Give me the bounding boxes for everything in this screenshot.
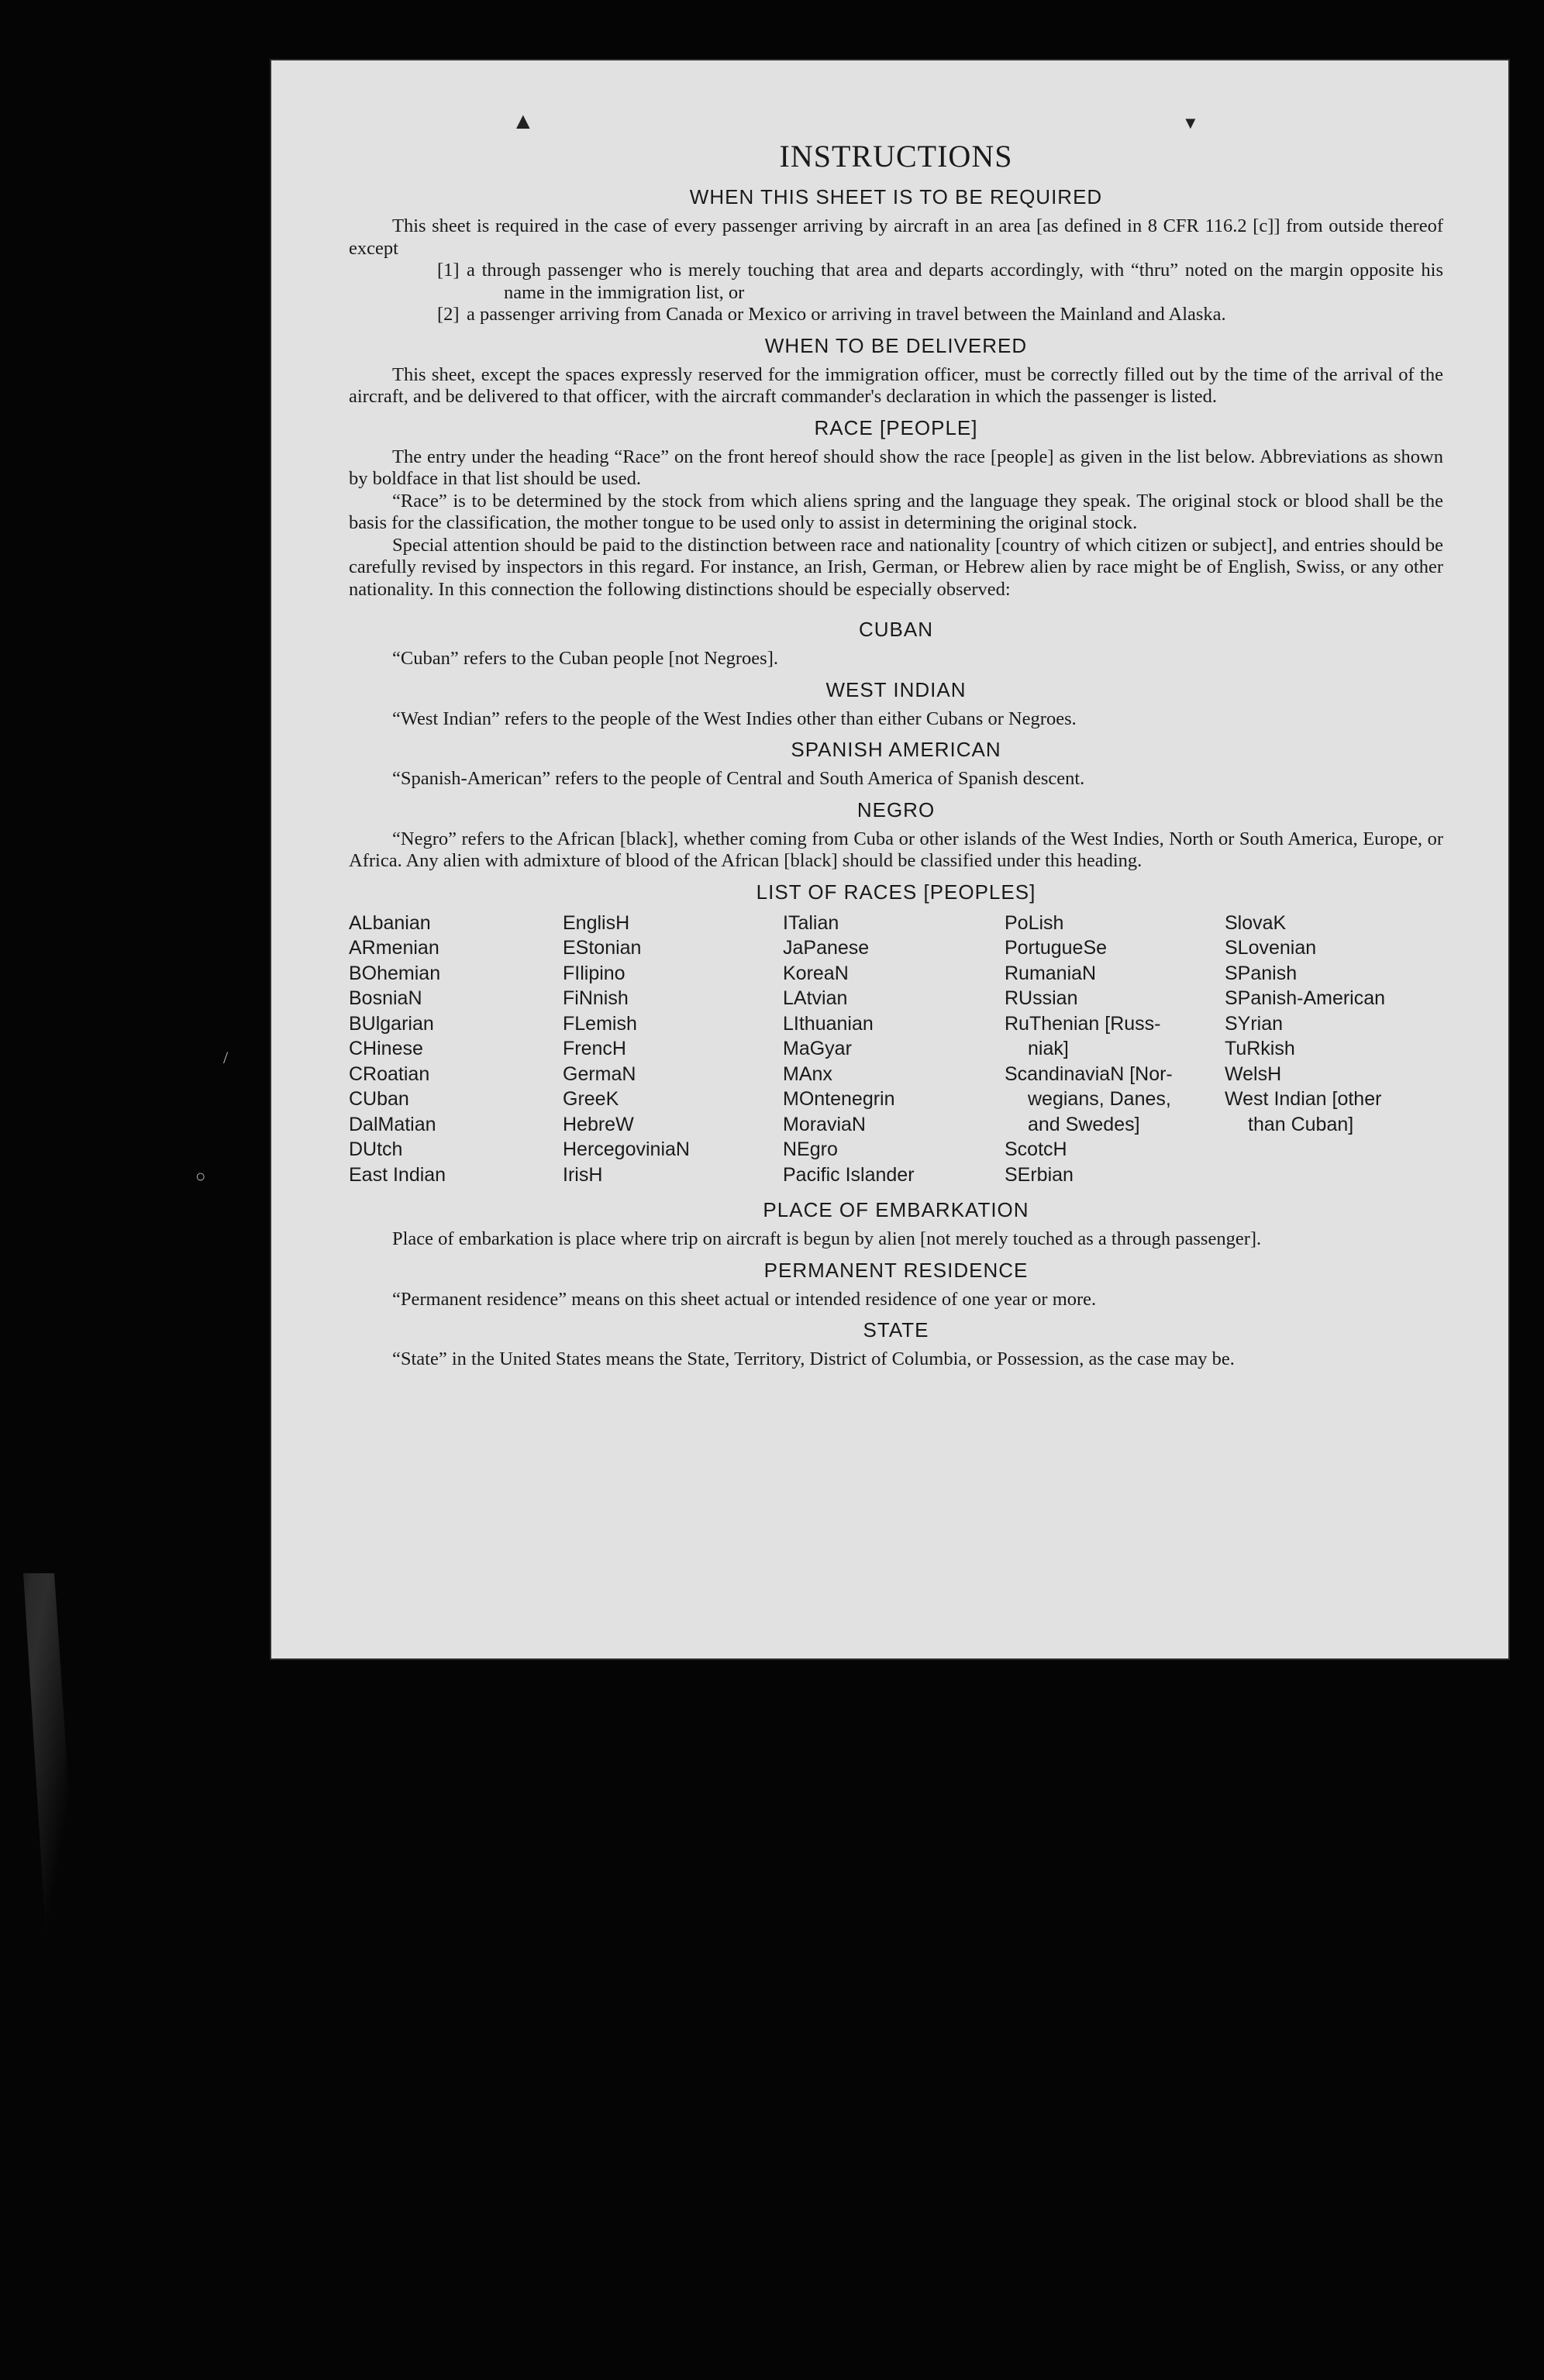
race-entry: niak] [1028, 1038, 1069, 1059]
race-entry: than Cuban] [1248, 1113, 1354, 1135]
race-entry: HercegoviniaN [563, 1138, 690, 1160]
margin-mark: / [223, 1048, 229, 1067]
section-heading: PERMANENT RESIDENCE [763, 1258, 1029, 1282]
race-entry: and Swedes] [1028, 1113, 1140, 1135]
race-entry: JaPanese [783, 937, 870, 959]
race-entry: FIlipino [563, 962, 626, 984]
paragraph: “State” in the United States means the State, Territory, District of Columbia, or Possession, as the case may be. [392, 1348, 1235, 1369]
item-text: a through passenger who is merely touching that area and departs accordingly, with “thru” noted on the margin opposite his name in the immigration list, or [467, 260, 1443, 303]
race-entry: West Indian [other [1225, 1088, 1382, 1110]
races-column [349, 911, 563, 1188]
race-entry: ScandinaviaN [Nor- [1005, 1063, 1173, 1085]
paragraph: Place of embarkation is place where trip on aircraft is begun by alien [not merely touched as a through passenger]. [392, 1228, 1262, 1249]
race-entry: IrisH [563, 1163, 603, 1186]
sheet-content [349, 138, 1443, 1371]
section-heading: WEST INDIAN [825, 677, 967, 701]
race-entry: FrencH [563, 1038, 626, 1059]
race-entry: Pacific Islander [783, 1163, 915, 1186]
paragraph: “West Indian” refers to the people of the West Indies other than either Cubans or Negroes. [392, 708, 1077, 729]
race-entry: SLovenian [1225, 937, 1317, 959]
race-entry: BOhemian [349, 962, 441, 984]
race-entry: DUtch [349, 1138, 403, 1160]
race-entry: SPanish [1225, 962, 1298, 984]
race-entry: KoreaN [783, 962, 849, 984]
race-entry: SPanish-American [1225, 987, 1386, 1009]
margin-mark: ○ [195, 1166, 206, 1186]
race-entry: CUban [349, 1088, 409, 1110]
races-column [1225, 911, 1443, 1188]
paragraph: “Spanish-American” refers to the people of Central and South America of Spanish descent. [392, 768, 1085, 789]
section-heading: WHEN TO BE DELIVERED [764, 333, 1028, 357]
paragraph: “Negro” refers to the African [black], whether coming from Cuba or other islands of the West Indies, North or South America, Europe, or Africa. Any alien with admixture of blood of the African [black] should be classified under this heading. [349, 828, 1443, 871]
race-entry: MOntenegrin [783, 1088, 895, 1110]
film-scratch [0, 1573, 132, 2380]
race-entry: HebreW [563, 1113, 634, 1135]
race-entry: ITalian [783, 911, 839, 934]
race-entry: ARmenian [349, 937, 439, 959]
race-entry: WelsH [1225, 1063, 1282, 1085]
race-entry: SlovaK [1225, 911, 1287, 934]
paragraph: “Cuban” refers to the Cuban people [not Negroes]. [392, 648, 778, 669]
instruction-sheet [271, 60, 1508, 1658]
races-heading: LIST OF RACES [PEOPLES] [756, 880, 1036, 904]
race-entry: CHinese [349, 1038, 423, 1059]
race-entry: GermaN [563, 1063, 636, 1085]
race-entry: SYrian [1225, 1012, 1284, 1035]
race-entry: East Indian [349, 1163, 446, 1186]
race-entry: FiNnish [563, 987, 629, 1009]
race-entry: BosniaN [349, 987, 422, 1009]
section-heading: CUBAN [858, 618, 933, 641]
paragraph: This sheet, except the spaces expressly reserved for the immigration officer, must be correctly filled out by the time of the arrival of the aircraft, and be delivered to that officer, with the aircraft commander's declaration in which the passenger is listed. [349, 363, 1443, 407]
item-text: a passenger arriving from Canada or Mexico or arriving in travel between the Mainland and Alaska. [467, 304, 1226, 325]
race-entry: PoLish [1005, 911, 1064, 934]
section-heading: RACE [PEOPLE] [814, 415, 978, 439]
race-entry: RuThenian [Russ- [1005, 1012, 1161, 1035]
races-column [563, 911, 783, 1188]
item-number: [2] [437, 304, 460, 325]
races-table [349, 911, 1443, 1188]
punch-mark-left: ▲ [512, 108, 535, 134]
section-heading: WHEN THIS SHEET IS TO BE REQUIRED [689, 185, 1103, 208]
race-entry: MaGyar [783, 1038, 852, 1059]
paragraph: “Race” is to be determined by the stock from which aliens spring and the language they speak. The original stock or blood shall be the basis for the classification, the mother tongue to be used only to assist in determining the original stock. [349, 490, 1443, 533]
race-entry: GreeK [563, 1088, 619, 1110]
race-entry: TuRkish [1225, 1038, 1295, 1059]
list-item [349, 260, 1443, 304]
race-entry: CRoatian [349, 1063, 430, 1085]
paragraph: The entry under the heading “Race” on the front hereof should show the race [people] as given in the list below. Abbreviations as shown by boldface in that list should be used. [349, 446, 1443, 489]
race-entry: RUssian [1005, 987, 1078, 1009]
race-entry: PortugueSe [1005, 937, 1108, 959]
paragraph: “Permanent residence” means on this sheet actual or intended residence of one year or more. [392, 1288, 1097, 1310]
list-item [349, 304, 1443, 326]
section-heading: SPANISH AMERICAN [791, 738, 1001, 761]
race-entry: MAnx [783, 1063, 832, 1085]
paragraph: This sheet is required in the case of every passenger arriving by aircraft in an area [as defined in 8 CFR 116.2 [c]] from outside thereof except [349, 215, 1443, 259]
section-heading: STATE [863, 1318, 929, 1342]
punch-mark-right: ▼ [1182, 113, 1199, 133]
race-entry: BUlgarian [349, 1012, 434, 1035]
section-heading: PLACE OF EMBARKATION [763, 1198, 1029, 1221]
item-number: [1] [437, 260, 460, 281]
races-column [783, 911, 1005, 1188]
race-entry: FLemish [563, 1012, 637, 1035]
race-entry: RumaniaN [1005, 962, 1097, 984]
race-entry: EnglisH [563, 911, 630, 934]
races-column [1005, 911, 1225, 1188]
race-entry: EStonian [563, 937, 642, 959]
race-entry: LIthuanian [783, 1012, 874, 1035]
race-entry: MoraviaN [783, 1113, 866, 1135]
race-entry: ScotcH [1005, 1138, 1067, 1160]
race-entry: DalMatian [349, 1113, 436, 1135]
section-heading: NEGRO [856, 797, 936, 821]
page-title: INSTRUCTIONS [779, 139, 1013, 174]
race-entry: ALbanian [349, 911, 431, 934]
race-entry: SErbian [1005, 1163, 1074, 1186]
race-entry: wegians, Danes, [1028, 1088, 1171, 1110]
race-entry: LAtvian [783, 987, 848, 1009]
paragraph: Special attention should be paid to the distinction between race and nationality [country of which citizen or subject], and entries should be carefully revised by inspectors in this regard. For instance, an Irish, German, or Hebrew alien by race might be of English, Swiss, or any other nationality. In this connection the following distinctions should be especially observed: [349, 534, 1443, 600]
race-entry: NEgro [783, 1138, 838, 1160]
